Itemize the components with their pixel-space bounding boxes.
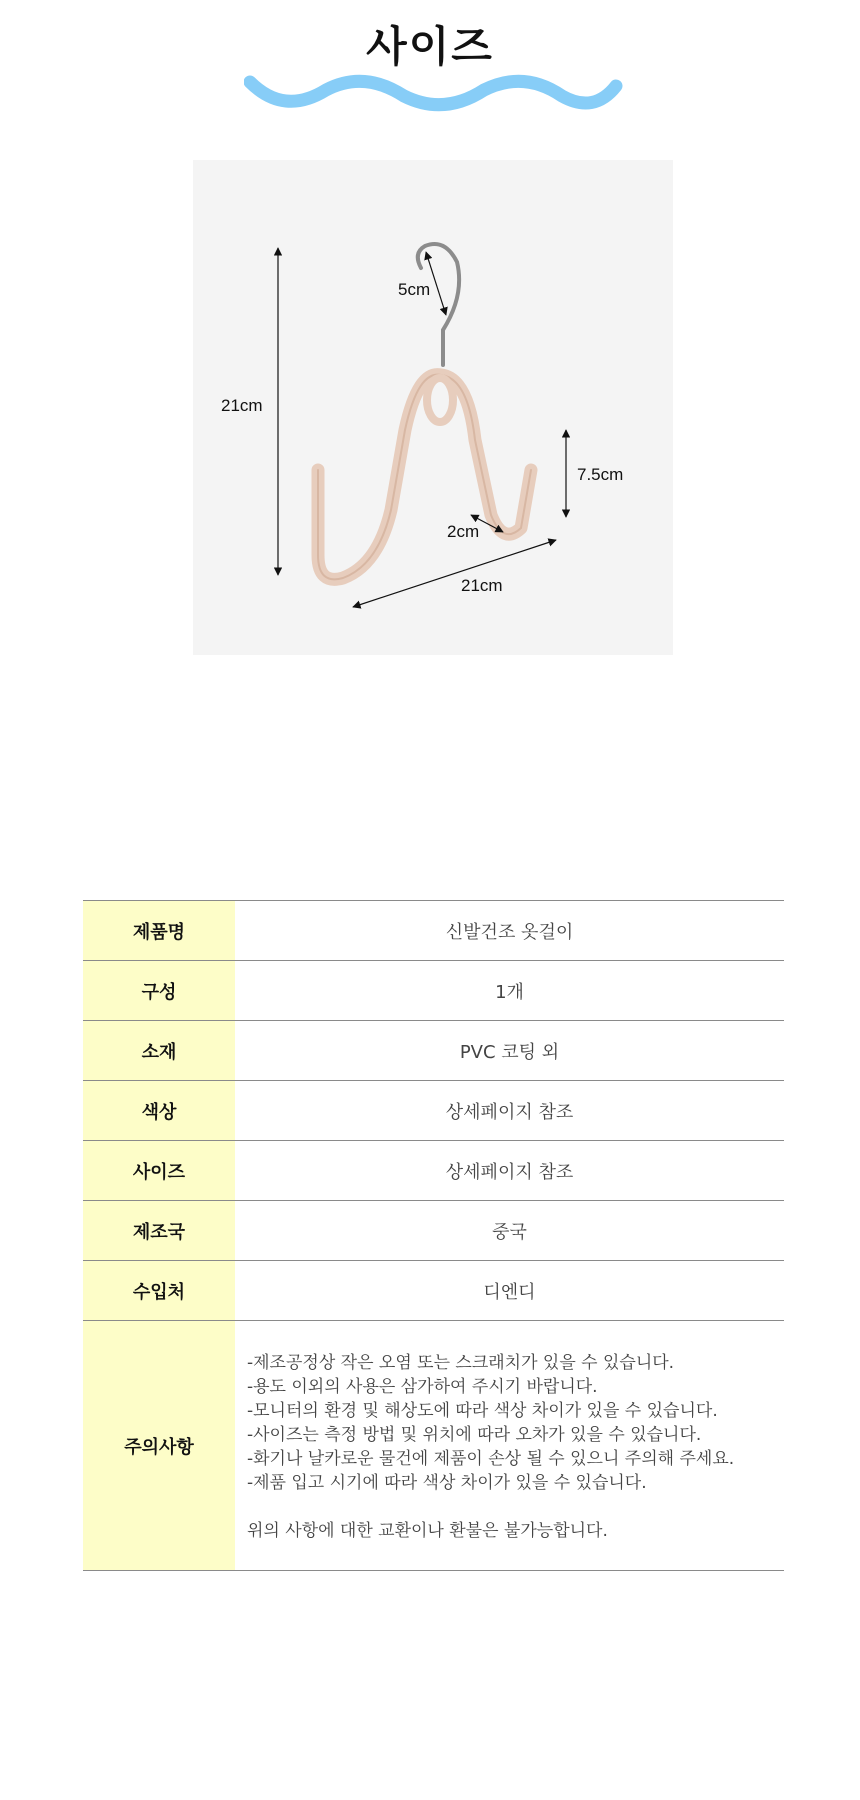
table-row-notes [83, 1321, 784, 1571]
note-line: -화기나 날카로운 물건에 제품이 손상 될 수 있으니 주의해 주세요. [247, 1448, 735, 1469]
hook-depth-label: 2cm [447, 522, 480, 541]
row-value: 상세페이지 참조 [235, 1141, 784, 1201]
table-row [83, 1081, 784, 1141]
wave-decoration [244, 72, 624, 122]
row-label: 소재 [83, 1021, 235, 1081]
table-row [83, 1261, 784, 1321]
row-label: 수입처 [83, 1261, 235, 1321]
note-line: -제품 입고 시기에 따라 색상 차이가 있을 수 있습니다. [247, 1472, 647, 1493]
height-label: 21cm [221, 396, 263, 415]
notes-cell [235, 1321, 784, 1571]
table-row [83, 1141, 784, 1201]
spec-table [83, 900, 784, 1571]
width-label: 21cm [461, 576, 503, 595]
row-value: 상세페이지 참조 [235, 1081, 784, 1141]
row-label: 사이즈 [83, 1141, 235, 1201]
row-value: 중국 [235, 1201, 784, 1261]
row-value: 1개 [235, 961, 784, 1021]
row-label: 제품명 [83, 901, 235, 961]
table-row [83, 961, 784, 1021]
note-line: -용도 이외의 사용은 삼가하여 주시기 바랍니다. [247, 1376, 598, 1397]
hook-height-label: 7.5cm [577, 465, 624, 484]
notes-footer: 위의 사항에 대한 교환이나 환불은 불가능합니다. [247, 1520, 608, 1541]
table-row [83, 1021, 784, 1081]
row-label: 제조국 [83, 1201, 235, 1261]
table-row [83, 1201, 784, 1261]
row-label: 구성 [83, 961, 235, 1021]
row-value: 디엔디 [235, 1261, 784, 1321]
row-label: 색상 [83, 1081, 235, 1141]
table-row [83, 901, 784, 961]
note-line: -모니터의 환경 및 해상도에 따라 색상 차이가 있을 수 있습니다. [247, 1400, 718, 1421]
note-line: -사이즈는 측정 방법 및 위치에 따라 오차가 있을 수 있습니다. [247, 1424, 702, 1445]
hook-size-label: 5cm [398, 280, 431, 299]
product-image [193, 160, 673, 655]
width-arrow [353, 540, 556, 607]
page-title: 사이즈 [366, 22, 494, 71]
row-value: PVC 코팅 외 [235, 1021, 784, 1081]
row-value: 신발건조 옷걸이 [235, 901, 784, 961]
note-line: -제조공정상 작은 오염 또는 스크래치가 있을 수 있습니다. [247, 1352, 675, 1373]
notes-label: 주의사항 [83, 1321, 235, 1571]
